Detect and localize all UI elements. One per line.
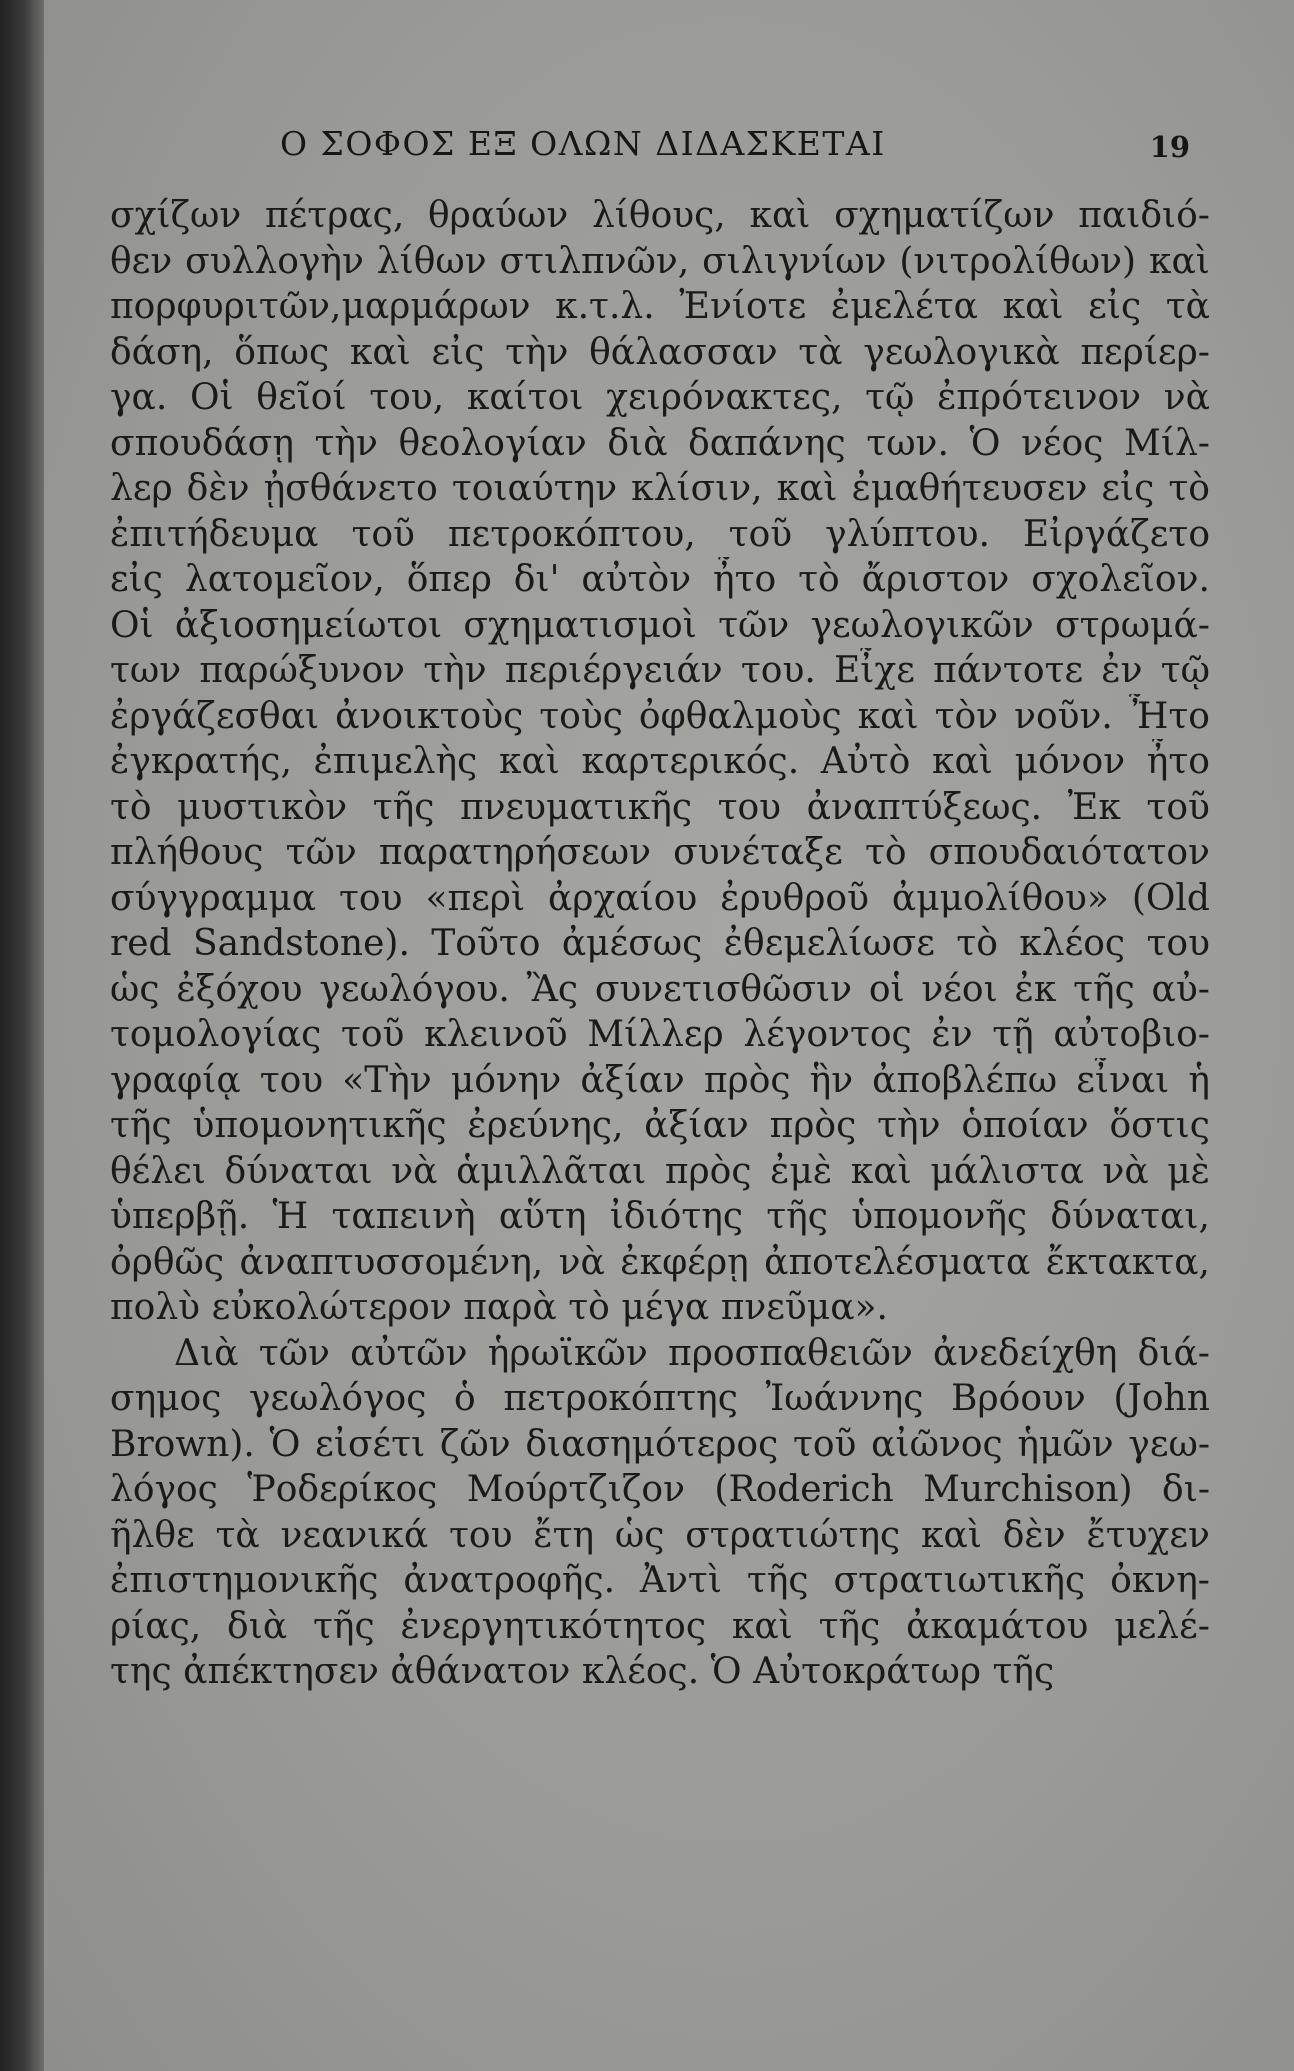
text-line: σύγγραμμα του «περὶ ἀρχαίου ἐρυθροῦ ἀμμολίθου» (Old	[110, 877, 1210, 919]
text-line: σχίζων πέτρας, θραύων λίθους, καὶ σχηματίζων παιδιό-	[110, 195, 1210, 236]
text-line: Οἱ ἀξιοσημείωτοι σχηματισμοὶ τῶν γεωλογικῶν στρωμά-	[110, 604, 1210, 646]
page-number: 19	[1149, 130, 1190, 164]
text-line: γα. Οἱ θεῖοί του, καίτοι χειρόνακτες, τῷ ἐπρότεινον νὰ	[110, 377, 1210, 418]
text-line: Διὰ τῶν αὐτῶν ἡρωϊκῶν προσπαθειῶν ἀνεδείχθη διά-	[174, 1332, 1210, 1374]
text-line: ἐργάζεσθαι ἀνοικτοὺς τοὺς ὀφθαλμοὺς καὶ τὸν νοῦν. Ἦτο	[110, 695, 1210, 737]
text-line: σπουδάσῃ τὴν θεολογίαν διὰ δαπάνης των. Ὁ νέος Μίλ-	[110, 422, 1210, 464]
text-line: ἐγκρατής, ἐπιμελὴς καὶ καρτερικός. Αὐτὸ καὶ μόνον ἦτο	[110, 741, 1210, 782]
book-binding-shadow	[0, 0, 44, 2071]
text-line: red Sandstone). Τοῦτο ἀμέσως ἐθεμελίωσε τὸ κλέος του	[110, 923, 1210, 964]
text-line: εἰς λατομεῖον, ὅπερ δι' αὐτὸν ἦτο τὸ ἄριστον σχολεῖον.	[110, 559, 1210, 600]
text-line: λόγος Ῥοδερίκος Μούρτζιζον (Roderich Murchison) δι-	[110, 1469, 1210, 1510]
text-line: ῆλθε τὰ νεανικά του ἔτη ὡς στρατιώτης καὶ δὲν ἔτυχεν	[110, 1514, 1210, 1556]
text-line: γραφίᾳ του «Τὴν μόνην ἀξίαν πρὸς ἣν ἀποβλέπω εἶναι ἡ	[110, 1059, 1210, 1101]
text-line: θέλει δύναται νὰ ἁμιλλᾶται πρὸς ἐμὲ καὶ μάλιστα νὰ μὲ	[110, 1150, 1210, 1192]
text-line: θεν συλλογὴν λίθων στιλπνῶν, σιλιγνίων (νιτρολίθων) καὶ	[110, 240, 1210, 282]
text-line: ὑπερβῇ. Ἡ ταπεινὴ αὕτη ἰδιότης τῆς ὑπομονῆς δύναται,	[110, 1196, 1210, 1237]
text-line: ὀρθῶς ἀναπτυσσομένη, νὰ ἐκφέρῃ ἀποτελέσματα ἔκτακτα,	[110, 1241, 1210, 1283]
text-line: ἐπιστημονικῆς ἀνατροφῆς. Ἀντὶ τῆς στρατιωτικῆς ὀκνη-	[110, 1560, 1210, 1601]
page-header	[280, 124, 1190, 178]
text-line: πολὺ εὐκολώτερον παρὰ τὸ μέγα πνεῦμα».	[110, 1287, 888, 1328]
text-line: πορφυριτῶν,μαρμάρων κ.τ.λ. Ἐνίοτε ἐμελέτα καὶ εἰς τὰ	[110, 286, 1210, 327]
running-title: Ο ΣΟΦΟΣ ΕΞ ΟΛΩΝ ΔΙΔΑΣΚΕΤΑΙ	[280, 124, 886, 163]
text-line: λερ δὲν ᾐσθάνετο τοιαύτην κλίσιν, καὶ ἐμαθήτευσεν εἰς τὸ	[110, 468, 1210, 509]
text-line: των παρώξυνον τὴν περιέργειάν του. Εἶχε πάντοτε ἐν τῷ	[110, 650, 1210, 691]
text-line: της ἀπέκτησεν ἀθάνατον κλέος. Ὁ Αὐτοκράτωρ τῆς	[110, 1651, 1055, 1692]
text-line: ἐπιτήδευμα τοῦ πετροκόπτου, τοῦ γλύπτου. Εἰργάζετο	[110, 513, 1210, 555]
text-line: Brown). Ὁ εἰσέτι ζῶν διασημότερος τοῦ αἰῶνος ἡμῶν γεω-	[110, 1423, 1210, 1465]
text-line: δάση, ὅπως καὶ εἰς τὴν θάλασσαν τὰ γεωλογικὰ περίερ-	[110, 331, 1210, 373]
text-line: τῆς ὑπομονητικῆς ἐρεύνης, ἀξίαν πρὸς τὴν ὁποίαν ὅστις	[110, 1105, 1210, 1146]
body-text	[110, 193, 1210, 1695]
text-line: ρίας, διὰ τῆς ἐνεργητικότητος καὶ τῆς ἀκαμάτου μελέ-	[110, 1605, 1210, 1647]
text-line: σημος γεωλόγος ὁ πετροκόπτης Ἰωάννης Βρόουν (John	[110, 1378, 1210, 1419]
book-page	[44, 0, 1294, 2071]
text-line: τομολογίας τοῦ κλεινοῦ Μίλλερ λέγοντος ἐν τῇ αὐτοβιο-	[110, 1014, 1210, 1055]
text-line: ὡς ἐξόχου γεωλόγου. Ἂς συνετισθῶσιν οἱ νέοι ἐκ τῆς αὐ-	[110, 968, 1210, 1010]
text-line: τὸ μυστικὸν τῆς πνευματικῆς του ἀναπτύξεως. Ἐκ τοῦ	[110, 786, 1210, 828]
text-line: πλήθους τῶν παρατηρήσεων συνέταξε τὸ σπουδαιότατον	[110, 832, 1210, 873]
